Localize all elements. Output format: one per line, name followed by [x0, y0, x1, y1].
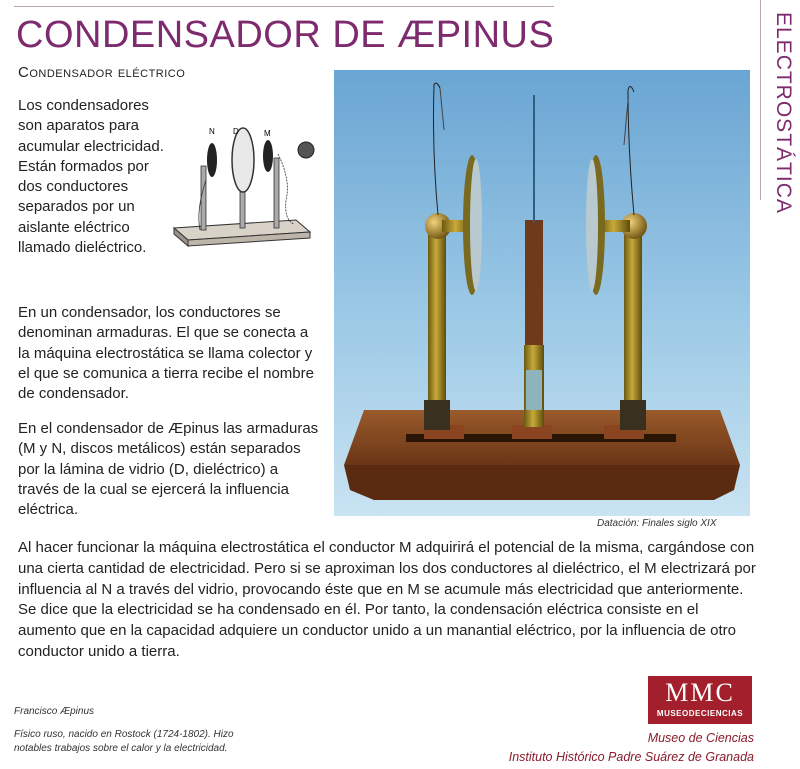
- section-side-title: ELECTROSTÁTICA: [772, 12, 795, 214]
- page-title: CONDENSADOR DE ÆPINUS: [16, 14, 555, 56]
- institute-name: Instituto Histórico Padre Suárez de Granada: [508, 750, 754, 764]
- header-rule: [14, 6, 554, 7]
- logo-text: MUSEODECIENCIAS: [656, 709, 744, 718]
- museum-name: Museo de Ciencias: [647, 731, 754, 745]
- sketch-label-n: N: [209, 127, 215, 136]
- logo-mark: MMC: [665, 678, 735, 707]
- photo-caption: Datación: Finales siglo XIX: [597, 518, 717, 529]
- biography-text: Físico ruso, nacido en Rostock (1724-1802). Hizo notables trabajos sobre el calor y la electricidad.: [14, 729, 234, 754]
- sketch-label-d: D: [233, 127, 239, 136]
- condenser-sketch-illustration: [166, 120, 316, 260]
- intro-paragraph: Los condensadores son aparatos para acumular electricidad. Están formados por dos conductores separados por un aislante eléctrico llamado dieléctrico.: [18, 97, 164, 257]
- aepinus-paragraph: En el condensador de Æpinus las armaduras (M y N, discos metálicos) están separados por la lámina de vidrio (D, dieléctrico) a través de la cual se ejercerá la influencia eléctrica.: [18, 420, 319, 519]
- museum-logo: [648, 676, 752, 724]
- page-subtitle: Condensador eléctrico: [18, 64, 186, 81]
- side-rule: [760, 0, 761, 200]
- condenser-photograph: [334, 70, 750, 516]
- biography-name: Francisco Æpinus: [14, 706, 95, 717]
- explanation-paragraph: Al hacer funcionar la máquina electrostática el conductor M adquirirá el potencial de la misma, cargándose con una cierta cantidad de electricidad. Pero si se aproximan los dos conductores al dieléctrico, el M electrizará por influencia al N a través del vidrio, provocando éste que en M se acumule más electricidad que anteriormente. Se dice que la electricidad se ha condensado en él. Por tanto, la condensación eléctrica consiste en el aumento que en la capacidad adquiere un conductor unido a un manantial eléctrico, por la influencia de otro conductor unido a tierra.: [18, 539, 756, 660]
- armaduras-paragraph: En un condensador, los conductores se denominan armaduras. El que se conecta a la máquina electrostática se llama colector y el que se comunica a tierra recibe el nombre de condensador.: [18, 304, 314, 403]
- sketch-label-m: M: [264, 129, 271, 138]
